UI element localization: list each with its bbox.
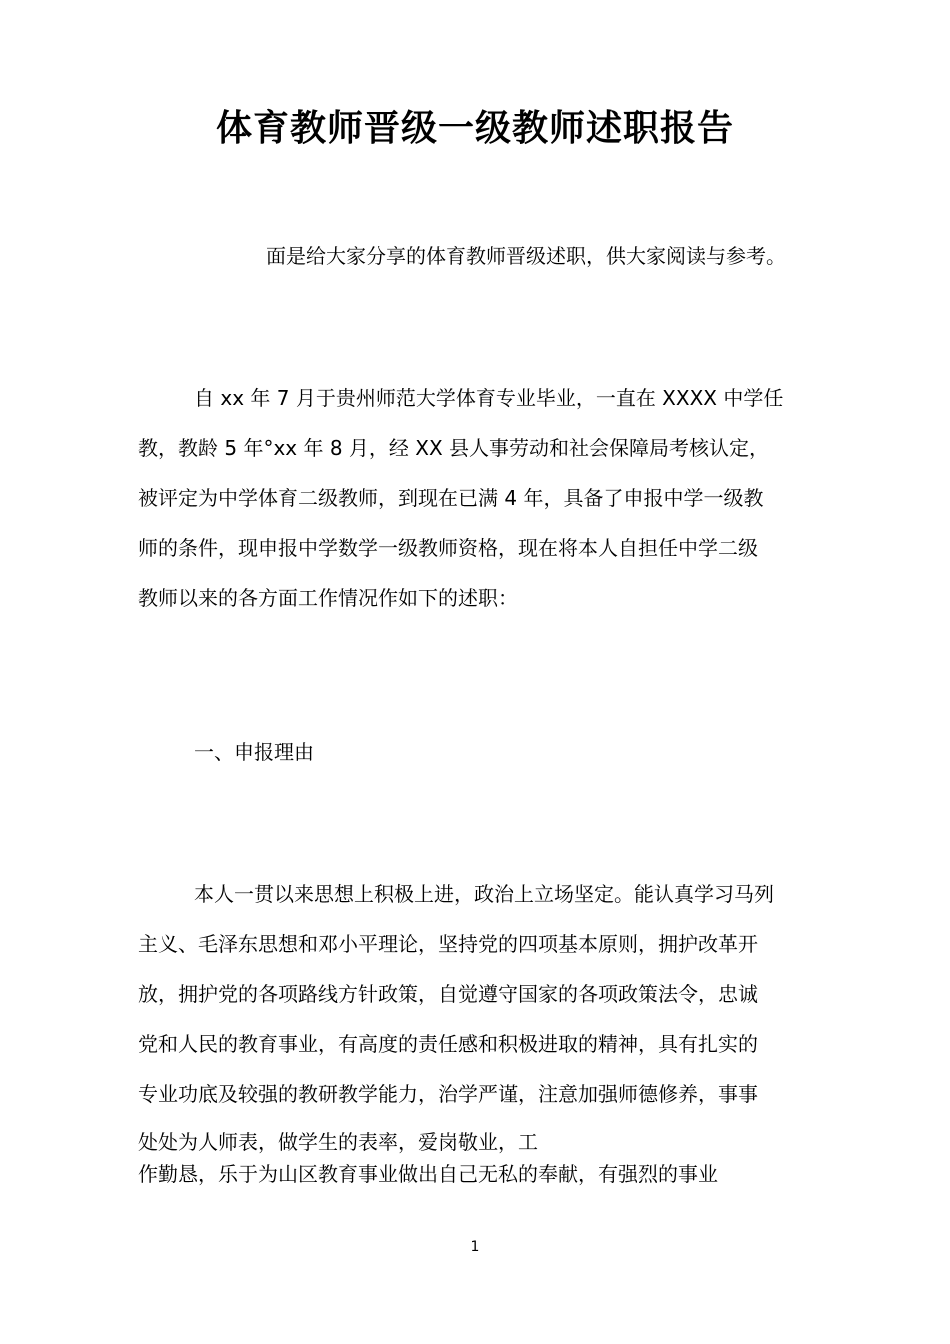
- paragraph1-line1: 自 xx 年 7 月于贵州师范大学体育专业毕业，一直在 XXXX 中学任: [194, 386, 784, 410]
- paragraph2-line4: 党和人民的教育事业，有高度的责任感和积极进取的精神，具有扎实的: [138, 1032, 758, 1056]
- paragraph2-line1: 本人一贯以来思想上积极上进，政治上立场坚定。能认真学习马列: [194, 882, 774, 906]
- paragraph2-line5: 专业功底及较强的教研教学能力，治学严谨，注意加强师德修养，事事: [138, 1082, 758, 1106]
- paragraph1-line4: 师的条件，现申报中学数学一级教师资格，现在将本人自担任中学二级: [138, 536, 758, 560]
- paragraph2-line7: 作勤恳，乐于为山区教育事业做出自己无私的奉献，有强烈的事业: [138, 1162, 718, 1186]
- paragraph2-line2: 主义、毛泽东思想和邓小平理论，坚持党的四项基本原则，拥护改革开: [138, 932, 758, 956]
- page-number: 1: [470, 1239, 480, 1255]
- intro-text: 面是给大家分享的体育教师晋级述职，供大家阅读与参考。: [266, 244, 786, 268]
- paragraph2-line6: 处处为人师表，做学生的表率，爱岗敬业，工: [138, 1130, 538, 1154]
- section-heading: 一、申报理由: [194, 740, 314, 764]
- paragraph1-line3: 被评定为中学体育二级教师，到现在已满 4 年，具备了申报中学一级教: [138, 486, 764, 510]
- paragraph1-line5: 教师以来的各方面工作情况作如下的述职：: [138, 586, 518, 610]
- paragraph2-line3: 放，拥护党的各项路线方针政策，自觉遵守国家的各项政策法令，忠诚: [138, 982, 758, 1006]
- document-title: 体育教师晋级一级教师述职报告: [215, 108, 734, 149]
- paragraph1-line2: 教，教龄 5 年°xx 年 8 月，经 XX 县人事劳动和社会保障局考核认定，: [138, 436, 770, 460]
